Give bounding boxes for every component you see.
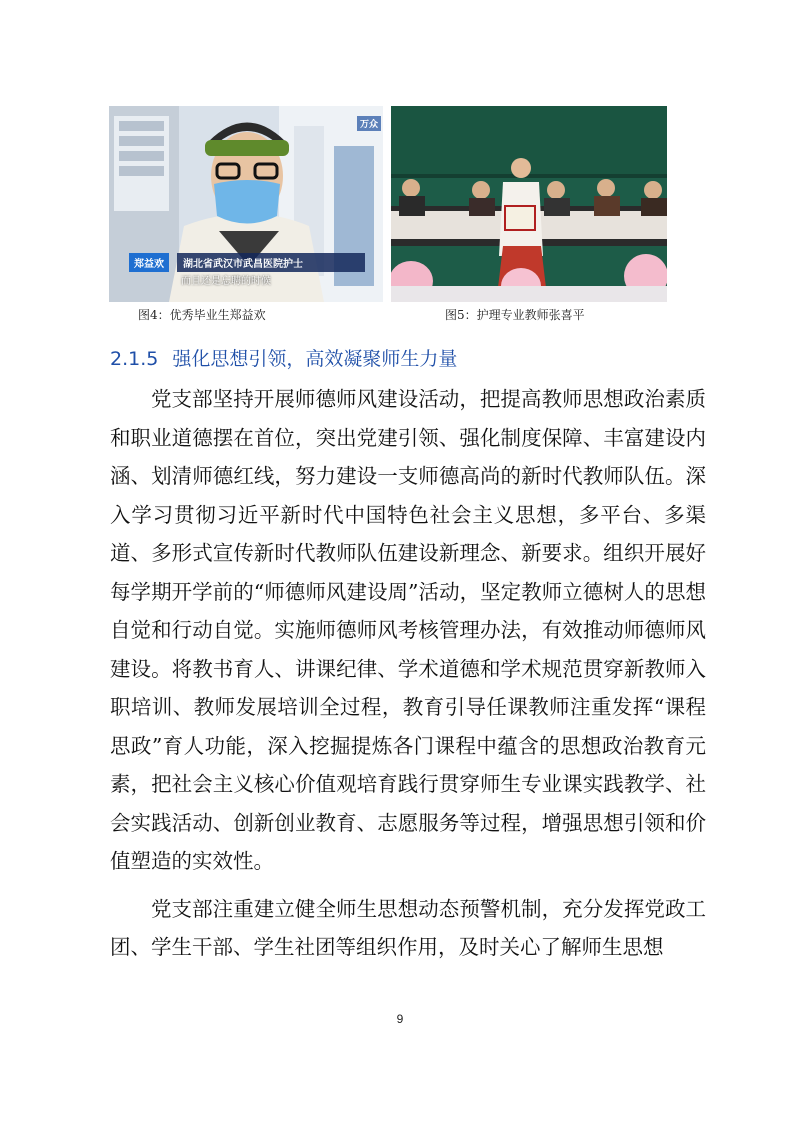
news-overlay-subtitle: 而且还是忘聘的时候 bbox=[181, 276, 271, 287]
body-text bbox=[110, 380, 706, 976]
section-number: 2.1.5 bbox=[110, 348, 159, 370]
section-title: 强化思想引领，高效凝聚师生力量 bbox=[172, 348, 458, 370]
channel-logo: 万众 bbox=[357, 116, 381, 131]
paragraph-2: 党支部注重建立健全师生思想动态预警机制，充分发挥党政工团、学生干部、学生社团等组织作用，及时关心了解师生思想 bbox=[110, 896, 706, 959]
figure-caption-5: 图5：护理专业教师张喜平 bbox=[445, 308, 585, 322]
page-number: 9 bbox=[396, 1012, 404, 1026]
section-heading bbox=[110, 344, 457, 371]
news-overlay-title: 湖北省武汉市武昌医院护士 bbox=[177, 253, 365, 272]
news-overlay-name: 郑益欢 bbox=[129, 253, 169, 272]
photo-teacher bbox=[391, 106, 667, 302]
photo-teacher-illustration bbox=[391, 106, 667, 302]
figure-caption-4: 图4：优秀毕业生郑益欢 bbox=[138, 308, 266, 322]
photo-graduate bbox=[109, 106, 383, 302]
paragraph-1: 党支部坚持开展师德师风建设活动，把提高教师思想政治素质和职业道德摆在首位，突出党建引领、强化制度保障、丰富建设内涵、划清师德红线，努力建设一支师德高尚的新时代教师队伍。深入学习贯彻习近平新时代中国特色社会主义思想，多平台、多渠道、多形式宣传新时代教师队伍建设新理念、新要求。组织开展好每学期开学前的“师德师风建设周”活动，坚定教师立德树人的思想自觉和行动自觉。实施师德师风考核管理办法，有效推动师德师风建设。将教书育人、讲课纪律、学术道德和学术规范贯穿新教师入职培训、教师发展培训全过程，教育引导任课教师注重发挥“课程思政”育人功能，深入挖掘提炼各门课程中蕴含的思想政治教育元素，把社会主义核心价值观培育践行贯穿师生专业课实践教学、社会实践活动、创新创业教育、志愿服务等过程，增强思想引领和价值塑造的实效性。 bbox=[110, 387, 706, 873]
